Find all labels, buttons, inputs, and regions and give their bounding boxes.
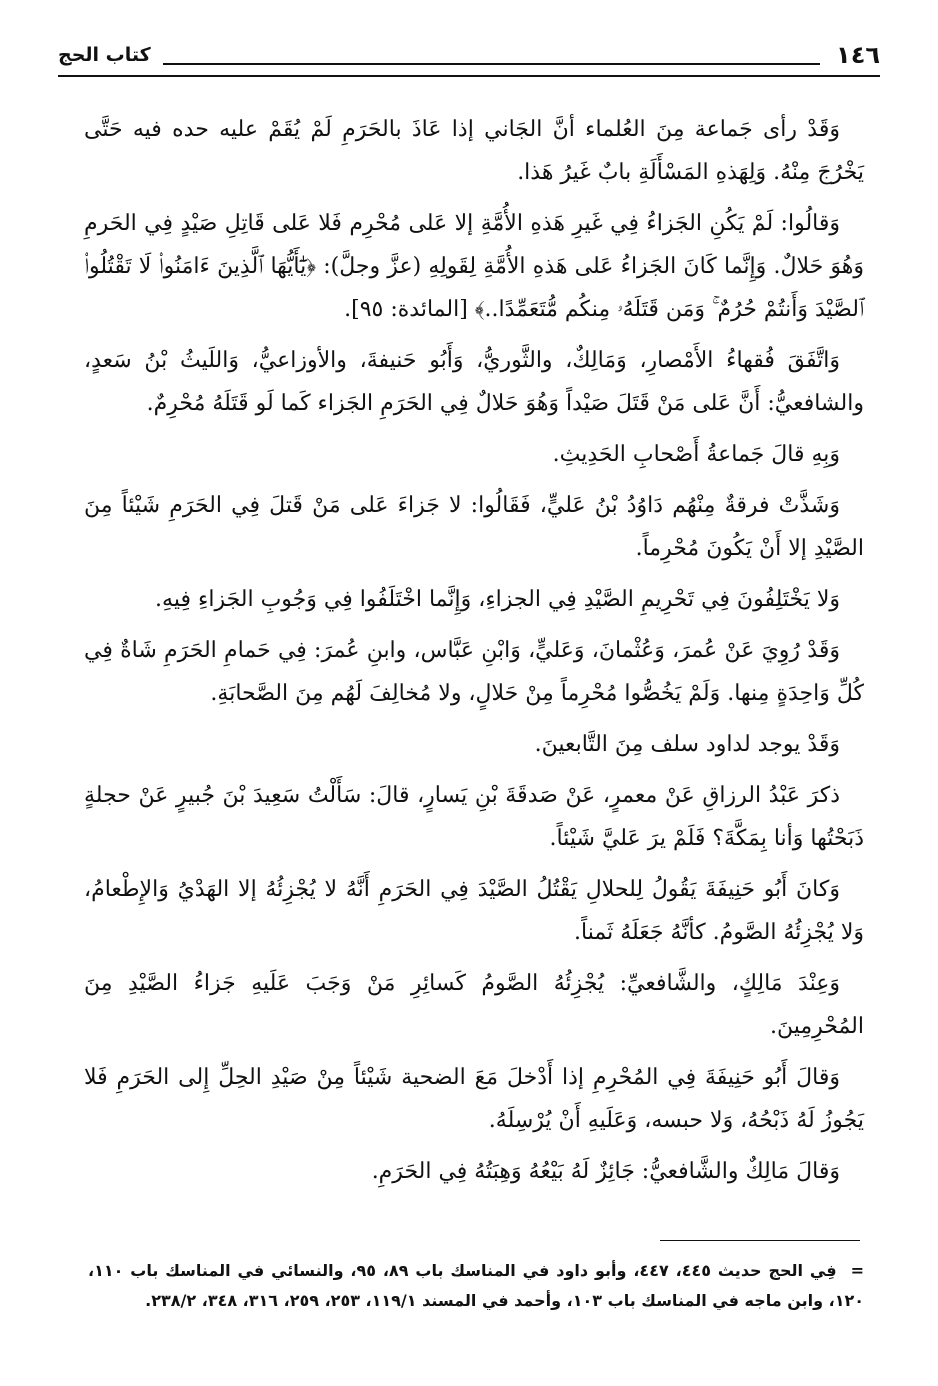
paragraph: وَقَدْ رُوِيَ عَنْ عُمرَ، وَعُثْمانَ، وَعَليٍّ، وَابْنِ عَبَّاس، وابنِ عُمرَ: فِي حَمامِ الحَرَمِ شَاةٌ فِي كُلِّ وَاحِدَةٍ مِنها. وَلَمْ يَخُصُّوا مُحْرِماً مِنْ حَلالٍ، ولا مُخالِفَ لَهُم مِنَ الصَّحابَةِ.: [84, 638, 864, 706]
footnote-divider: [660, 1240, 860, 1241]
book-title: كتاب الحج: [58, 44, 151, 66]
footnote-marker: =: [850, 1261, 864, 1280]
page-number: ١٤٦: [836, 41, 880, 69]
paragraph: وَاتَّفَقَ فُقهاءُ الأَمْصارِ، وَمَالِكٌ، والثَّوريُّ، وَأَبُو حَنيفةَ، والأوزاعيُّ، وَاللَيثُ بْنُ سَعدٍ، والشافعيُّ: أَنَّ عَلى مَنْ قَتَلَ صَيْداً وَهُوَ حَلالٌ فِي الحَرَمِ الجَزاء كَما لَو قَتَلَهُ مُحْرِمٌ.: [84, 348, 864, 416]
paragraph: وَقالَ أَبُو حَنِيفَةَ فِي المُحْرِمِ إذا أَدْخلَ مَعَ الضحية شَيْئاً مِنْ صَيْدِ الحِلِّ إِلى الحَرَمِ فَلا يَجُوزُ لَهُ ذَبْحُهُ، وَلا حبسه، وَعَلَيهِ أَنْ يُرْسِلَهُ.: [84, 1065, 864, 1133]
paragraph: وَقَدْ رأى جَماعة مِنَ العُلماء أنَّ الجَاني إذا عَاذَ بالحَرَمِ لَمْ يُقَمْ عليه حده فيه حَتَّى يَخْرُجَ مِنْهُ. وَلِهَذهِ المَسْأَلَةِ بابٌ غَيرُ هَذا.: [84, 117, 864, 185]
main-text: [84, 108, 864, 1201]
header-rule: [163, 45, 820, 65]
paragraph: وَقالَ مَالِكٌ والشَّافعيُّ: جَائِزٌ لَهُ بَيْعُهُ وَهِبَتُهُ فِي الحَرَمِ.: [371, 1159, 840, 1184]
paragraph: وَقالُوا: لَمْ يَكُنِ الجَزاءُ فِي غَيرِ هَذهِ الأُمَّةِ إلا عَلى مُحْرِم فَلا عَلى قَاتِلِ صَيْدٍ فِي الحَرمِ وَهُوَ حَلالٌ. وَإِنَّما كَانَ الجَزاءُ عَلى هَذهِ الأُمَّةِ لِقَولِهِ (عزَّ وجلَّ): ﴿يَٰٓأَيُّهَا ٱلَّذِينَ ءَامَنُوا۟ لَا تَقْتُلُوا۟ ٱلصَّيْدَ وَأَنتُمْ حُرُمٌ ۚ وَمَن قَتَلَهُۥ مِنكُم مُّتَعَمِّدًا..﴾ [المائدة: ٩٥].: [84, 211, 864, 322]
paragraph: وَشَذَّتْ فرقةٌ مِنْهُم دَاوُدُ بْنُ عَليٍّ، فَقَالُوا: لا جَزاءَ عَلى مَنْ قَتلَ فِي الحَرَمِ شَيْئاً مِنَ الصَّيْدِ إلا أَنْ يَكُونَ مُحْرِماً.: [84, 493, 864, 561]
paragraph: وَبِهِ قالَ جَماعةُ أَصْحابِ الحَدِيثِ.: [552, 442, 840, 467]
paragraph: وَعِنْدَ مَالِكٍ، والشَّافعيِّ: يُجْزِئُهُ الصَّومُ كَسائِرِ مَنْ وَجَبَ عَلَيهِ جَزاءُ الصَّيْدِ مِنَ المُحْرِمِينَ.: [84, 971, 864, 1039]
paragraph: وَكانَ أَبُو حَنِيفَةَ يَقُولُ لِلحلالِ يَقْتُلُ الصَّيْدَ فِي الحَرَمِ أَنَّهُ لا يُجْزِئُهُ إلا الهَدْيُ وَالإِطْعامُ، وَلا يُجْزِئُهُ الصَّومُ. كأنَّهُ جَعَلَهُ ثَمناً.: [84, 877, 864, 945]
paragraph: وَقَدْ يوجد لداود سلف مِنَ التَّابعينَ.: [534, 732, 840, 757]
page-header: [58, 38, 880, 72]
footnote-text: فِي الحج حديث ٤٤٥، ٤٤٧، وأبو داود في المناسك باب ٨٩، ٩٥، والنسائي في المناسك باب ١١٠، ١٢٠، وابن ماجه في المناسك باب ١٠٣، وأحمد في المسند ١١٩/١، ٢٥٣، ٢٥٩، ٣١٦، ٣٤٨، ٢٣٨/٢.: [88, 1261, 864, 1310]
footnote: [88, 1256, 864, 1316]
paragraph: وَلا يَخْتَلِفُونَ فِي تَحْرِيمِ الصَّيْدِ فِي الجزاءِ، وَإِنَّما اخْتَلَفُوا فِي وَجُوبِ الجَزاءِ فِيهِ.: [155, 587, 840, 612]
paragraph: ذكرَ عَبْدُ الرزاقِ عَنْ معمرٍ، عَنْ صَدقَةَ بْنِ يَسارٍ، قالَ: سَأَلْتُ سَعِيدَ بْنَ جُبيرٍ عَنْ حجلةٍ ذَبَحْتُها وَأنا بِمَكَّةَ؟ فَلَمْ يرَ عَليَّ شَيْئاً.: [84, 783, 864, 851]
header-divider: [58, 75, 880, 77]
